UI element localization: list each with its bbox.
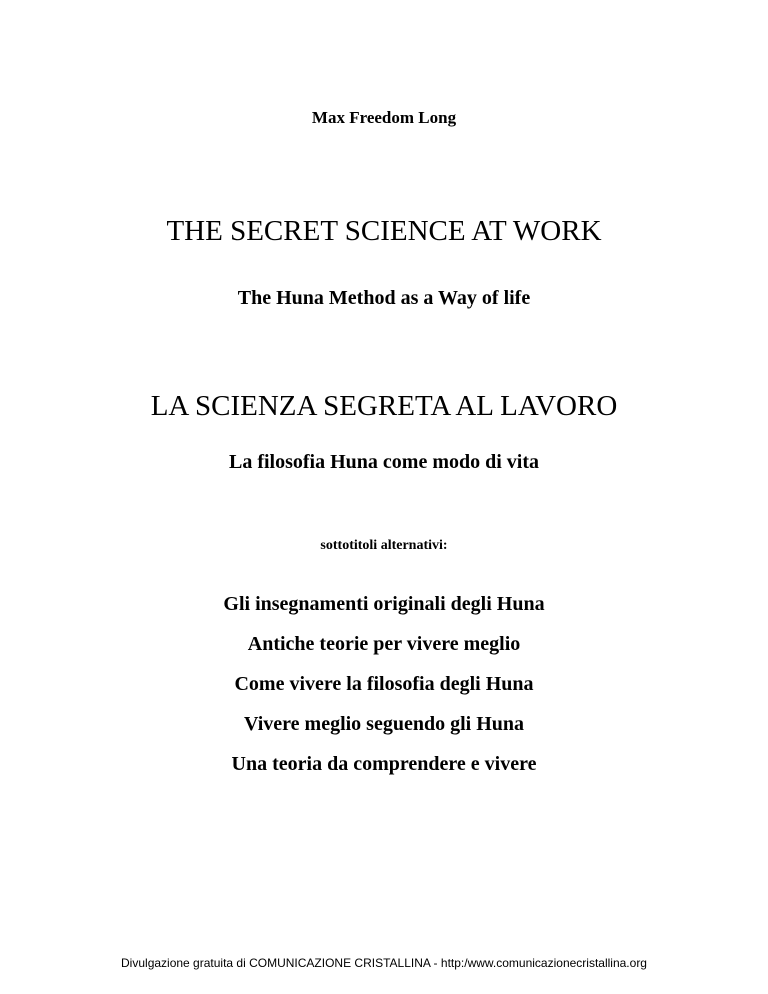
english-title: THE SECRET SCIENCE AT WORK	[166, 215, 602, 247]
italian-title: LA SCIENZA SEGRETA AL LAVORO	[150, 390, 618, 422]
alternative-subtitle: Vivere meglio seguendo gli Huna	[244, 713, 524, 735]
author-name: Max Freedom Long	[311, 108, 457, 127]
alternative-subtitles-label: sottotitoli alternativi:	[320, 538, 448, 553]
italian-subtitle: La filosofia Huna come modo di vita	[228, 451, 539, 473]
alternative-subtitle: Gli insegnamenti originali degli Huna	[223, 593, 545, 615]
page-footer: Divulgazione gratuita di COMUNICAZIONE CRISTALLINA - http:/www.comunicazionecristallina.org	[121, 956, 647, 970]
alternative-subtitle: Una teoria da comprendere e vivere	[231, 753, 537, 775]
alternative-subtitle: Antiche teorie per vivere meglio	[247, 633, 521, 655]
english-subtitle: The Huna Method as a Way of life	[237, 287, 531, 309]
alternative-subtitle: Come vivere la filosofia degli Huna	[234, 673, 534, 695]
